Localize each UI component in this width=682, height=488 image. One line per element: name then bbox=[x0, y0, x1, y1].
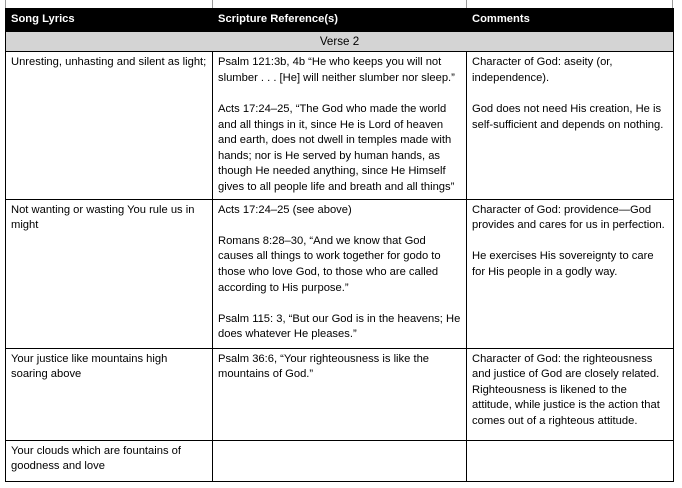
table-container bbox=[5, 8, 673, 482]
table-row bbox=[6, 440, 674, 481]
column-header-song-lyrics: Song Lyrics bbox=[6, 9, 213, 32]
comment-paragraph: Character of God: providence—God provides and cares for us in perfection. bbox=[472, 203, 665, 232]
cell-scripture-reference bbox=[213, 52, 467, 199]
ruler-tick-column-2 bbox=[466, 0, 467, 8]
table-body bbox=[6, 31, 674, 481]
table-header bbox=[6, 9, 674, 32]
cell-song-lyrics bbox=[6, 52, 213, 199]
scripture-passage: Acts 17:24–25, “The God who made the world and all things in it, since He is Lord of heaven and earth, does not dwell in temples made with hands; nor is He served by human hands, as though He needed anything, since He Himself gives to all people life and breath and all things” bbox=[218, 102, 455, 193]
ruler-tick-right bbox=[672, 0, 673, 8]
cell-comments bbox=[467, 348, 674, 440]
cell-comments bbox=[467, 440, 674, 481]
section-heading-row bbox=[6, 31, 674, 52]
cell-song-lyrics bbox=[6, 440, 213, 481]
cell-scripture-reference bbox=[213, 199, 467, 348]
cell-song-lyrics bbox=[6, 199, 213, 348]
page-break-ruler-ticks bbox=[0, 0, 682, 8]
lyrics-scripture-table bbox=[5, 8, 674, 482]
table-row bbox=[6, 348, 674, 440]
table-row bbox=[6, 52, 674, 199]
comment-paragraph: Character of God: aseity (or, independence). bbox=[472, 56, 613, 84]
scripture-passage: Psalm 115: 3, “But our God is in the heavens; He does whatever He pleases.” bbox=[218, 312, 461, 341]
lyrics-line: Not wanting or wasting You rule us in might bbox=[11, 203, 195, 232]
cell-comments bbox=[467, 52, 674, 199]
column-header-scripture-reference: Scripture Reference(s) bbox=[213, 9, 467, 32]
comment-paragraph: He exercises His sovereignty to care for His people in a godly way. bbox=[472, 250, 654, 278]
ruler-tick-column-1 bbox=[212, 0, 213, 8]
scripture-passage: Psalm 36:6, “Your righteousness is like the mountains of God.” bbox=[218, 352, 430, 381]
cell-scripture-reference bbox=[213, 348, 467, 440]
table-row bbox=[6, 199, 674, 348]
cell-scripture-reference bbox=[213, 440, 467, 481]
scripture-passage: Psalm 121:3b, 4b “He who keeps you will not slumber . . . [He] will neither slumber nor sleep.” bbox=[218, 56, 455, 84]
cell-song-lyrics bbox=[6, 348, 213, 440]
table-header-row bbox=[6, 9, 674, 32]
lyrics-line: Your justice like mountains high soaring above bbox=[11, 352, 168, 381]
lyrics-line: Your clouds which are fountains of goodness and love bbox=[11, 444, 181, 473]
scripture-passage: Romans 8:28–30, “And we know that God causes all things to work together for godo to those who love God, to those who are called according to His purpose.” bbox=[218, 234, 441, 294]
section-label-verse: Verse 2 bbox=[6, 31, 674, 52]
scripture-passage: Acts 17:24–25 (see above) bbox=[218, 203, 352, 216]
comment-paragraph: Character of God: the righteousness and justice of God are closely related. Righteousness is likened to the attitude, while justice is the action that comes out of a righteous attitude. bbox=[472, 352, 660, 427]
lyrics-line: Unresting, unhasting and silent as light; bbox=[11, 56, 207, 69]
ruler-tick-left bbox=[5, 0, 6, 8]
cell-comments bbox=[467, 199, 674, 348]
comment-paragraph: God does not need His creation, He is self-sufficient and depends on nothing. bbox=[472, 102, 664, 131]
column-header-comments: Comments bbox=[467, 9, 674, 32]
